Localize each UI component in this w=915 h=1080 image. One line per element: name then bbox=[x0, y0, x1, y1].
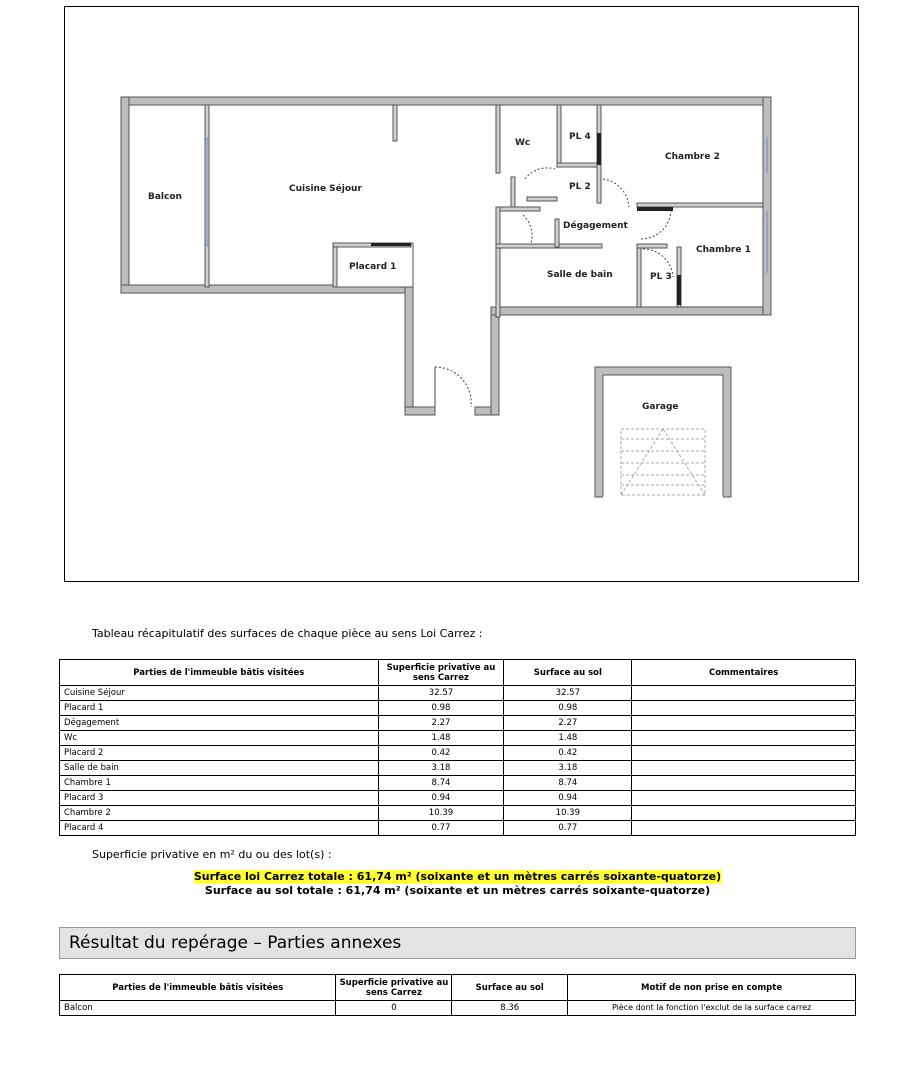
table-cell: Placard 2 bbox=[60, 746, 379, 761]
room-label-balcon: Balcon bbox=[148, 192, 182, 202]
column-header: Superficie privative au sens Carrez bbox=[378, 660, 504, 686]
table-cell bbox=[632, 731, 856, 746]
table-cell: 8.74 bbox=[504, 776, 632, 791]
table-cell bbox=[632, 716, 856, 731]
table-cell: 8.74 bbox=[378, 776, 504, 791]
column-header: Commentaires bbox=[632, 660, 856, 686]
table-cell: 2.27 bbox=[504, 716, 632, 731]
room-label-sdb: Salle de bain bbox=[547, 270, 613, 280]
table-row bbox=[60, 791, 856, 806]
table-row bbox=[60, 686, 856, 701]
column-header: Motif de non prise en compte bbox=[568, 975, 856, 1001]
table-cell: 0.42 bbox=[504, 746, 632, 761]
table-cell: 0.77 bbox=[504, 821, 632, 836]
table-cell: 0.94 bbox=[378, 791, 504, 806]
annex-table bbox=[59, 974, 856, 1016]
table-cell: Placard 1 bbox=[60, 701, 379, 716]
room-label-placard1: Placard 1 bbox=[349, 262, 397, 272]
room-label-chambre1: Chambre 1 bbox=[696, 245, 751, 255]
table-cell: 3.18 bbox=[378, 761, 504, 776]
column-header: Surface au sol bbox=[452, 975, 568, 1001]
table-cell: Cuisine Séjour bbox=[60, 686, 379, 701]
table-cell: 1.48 bbox=[378, 731, 504, 746]
table-cell: 0.94 bbox=[504, 791, 632, 806]
table-cell: Placard 3 bbox=[60, 791, 379, 806]
column-header: Parties de l'immeuble bâtis visitées bbox=[60, 660, 379, 686]
table-cell: Chambre 2 bbox=[60, 806, 379, 821]
table-row bbox=[60, 821, 856, 836]
table-cell: 2.27 bbox=[378, 716, 504, 731]
total-carrez: Surface loi Carrez totale : 61,74 m² (soixante et un mètres carrés soixante-quatorze) bbox=[193, 870, 722, 883]
table-cell: Pièce dont la fonction l'exclut de la surface carrez bbox=[568, 1001, 856, 1016]
room-label-pl3: PL 3 bbox=[650, 272, 672, 282]
table-cell: 10.39 bbox=[378, 806, 504, 821]
table-cell bbox=[632, 776, 856, 791]
table-cell: 3.18 bbox=[504, 761, 632, 776]
column-header: Surface au sol bbox=[504, 660, 632, 686]
floor-plan bbox=[64, 6, 859, 582]
table-row bbox=[60, 776, 856, 791]
room-label-chambre2: Chambre 2 bbox=[665, 152, 720, 162]
table-cell: Placard 4 bbox=[60, 821, 379, 836]
table-cell: 10.39 bbox=[504, 806, 632, 821]
table-cell bbox=[632, 821, 856, 836]
total-sol: Surface au sol totale : 61,74 m² (soixante et un mètres carrés soixante-quatorze) bbox=[204, 884, 711, 897]
table-cell bbox=[632, 746, 856, 761]
room-label-pl2: PL 2 bbox=[569, 182, 591, 192]
table-cell: Dégagement bbox=[60, 716, 379, 731]
table-cell: 0.42 bbox=[378, 746, 504, 761]
table-cell bbox=[632, 701, 856, 716]
superficie-label: Superficie privative en m² du ou des lot(s) : bbox=[92, 848, 332, 861]
table-cell: 32.57 bbox=[504, 686, 632, 701]
room-label-garage: Garage bbox=[642, 402, 679, 412]
table-cell: Chambre 1 bbox=[60, 776, 379, 791]
table-cell: 0.98 bbox=[378, 701, 504, 716]
table-cell: Wc bbox=[60, 731, 379, 746]
room-label-degagement: Dégagement bbox=[563, 221, 628, 231]
table-cell: 1.48 bbox=[504, 731, 632, 746]
table-cell bbox=[632, 686, 856, 701]
table-cell: 0 bbox=[336, 1001, 452, 1016]
table-row bbox=[60, 731, 856, 746]
annex-section-title: Résultat du repérage – Parties annexes bbox=[59, 927, 856, 959]
table-cell: Balcon bbox=[60, 1001, 336, 1016]
table-intro: Tableau récapitulatif des surfaces de chaque pièce au sens Loi Carrez : bbox=[92, 627, 483, 640]
table-cell: 0.77 bbox=[378, 821, 504, 836]
table-cell: 32.57 bbox=[378, 686, 504, 701]
table-row bbox=[60, 806, 856, 821]
room-label-wc: Wc bbox=[515, 138, 531, 148]
table-row bbox=[60, 701, 856, 716]
table-cell: Salle de bain bbox=[60, 761, 379, 776]
total-carrez-line bbox=[59, 870, 856, 883]
table-row bbox=[60, 716, 856, 731]
table-cell bbox=[632, 761, 856, 776]
table-cell: 8.36 bbox=[452, 1001, 568, 1016]
table-row bbox=[60, 761, 856, 776]
floor-plan-drawing bbox=[65, 7, 860, 583]
table-row bbox=[60, 746, 856, 761]
table-cell bbox=[632, 806, 856, 821]
table-cell: 0.98 bbox=[504, 701, 632, 716]
column-header: Parties de l'immeuble bâtis visitées bbox=[60, 975, 336, 1001]
column-header: Superficie privative au sens Carrez bbox=[336, 975, 452, 1001]
rooms-surface-table bbox=[59, 659, 856, 836]
room-label-pl4: PL 4 bbox=[569, 132, 591, 142]
room-label-sejour: Cuisine Séjour bbox=[289, 184, 362, 194]
table-row bbox=[60, 1001, 856, 1016]
table-cell bbox=[632, 791, 856, 806]
